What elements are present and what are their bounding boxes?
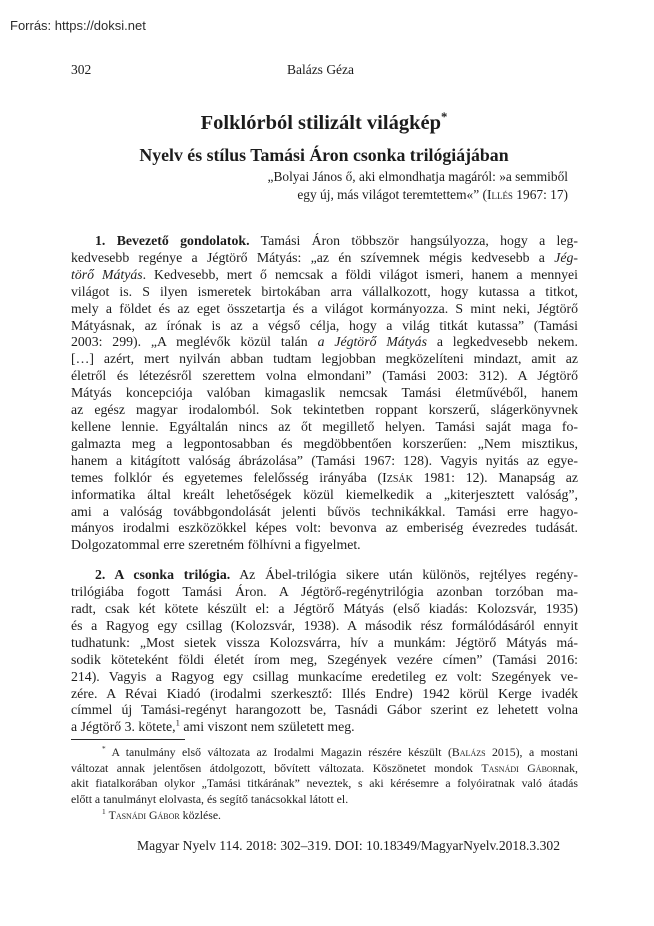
body-line: […] azért, mert nyilván abban tudtam legjobban megközelíteni mindazt, amit az (71, 351, 578, 367)
body-line: a Jégtörő 3. kötete,$^1$ ami viszont nem született meg. (71, 717, 355, 735)
body-line: radt, csak két kötete készült el: a Jégtörő Mátyás (első kiadás: Kolozsvár, 1935) (71, 601, 578, 617)
title-footnote-marker: * (440, 110, 448, 125)
footnote-line: előtt a tanulmányt elolvasta, és segítő tanácsokkal látott el. (71, 792, 349, 807)
body-line: 2. A csonka trilógia. Az Ábel-trilógia sikere után különös, rejtélyes regény- (95, 567, 579, 583)
body-line: mely a földet és az eget összetartja és a világot kormányozza. S mint neki, Jégtörő (71, 300, 578, 316)
article-subtitle: Nyelv és stílus Tamási Áron csonka trilógiájában (139, 145, 509, 165)
body-line: mányos irodalmi eszközökkel képes volt: bevonva az emberiség évezredes tudását. (71, 520, 578, 536)
running-title: Balázs Géza (286, 62, 355, 77)
body-line: Mátyásnak, az írónak is az a végső célja, hogy a világ titkát kutassa” (Tamási (71, 317, 578, 333)
body-line: galmazta meg a legpontosabban és megdöbbentően korszerűen: „Nem misztikus, (71, 435, 578, 451)
article-title-text: Folklórból stilizált világkép (200, 112, 441, 134)
body-line: tudhatunk: „Most sietek vissza Kolozsvárra, hív a munkám: Jégtörő Mátyás má- (71, 634, 578, 650)
body-paragraphs (71, 233, 578, 736)
body-line: életről és létezésről szerettem volna elmondani” (Tamási 2003: 312). A Jégtörő (71, 368, 578, 384)
body-line: és a Ragyog egy csillag (Kolozsvár, 1938). A második rész formálódásáról ennyit (71, 617, 578, 633)
epigraph-line: egy új, más világot teremtettem«” (Illés 1967: 17) (297, 186, 568, 202)
footnote-line: * A tanulmány első változata az Irodalmi Magazin részére készült (Balázs 2015), a mostani (102, 744, 578, 759)
footnotes (71, 745, 578, 824)
paragraph (71, 567, 578, 736)
footnote-line: $^1$ Tasnádi Gábor közlése. (102, 806, 222, 822)
body-line: világot is. S ilyen ismeretek birtokában arra vállalkozott, hogy kutassa a titkot, (71, 283, 578, 299)
paragraph (71, 233, 578, 554)
journal-footer: Magyar Nyelv 114. 2018: 302–319. DOI: 10.18349/MagyarNyelv.2018.3.302 (137, 838, 560, 853)
footnote-divider (71, 739, 185, 740)
body-line: hanem a kitágított valóság ábrázolása” (Tamási 1967: 128). Vagyis nyitás az egye- (71, 452, 578, 468)
body-line: 214). Vagyis a Ragyog egy csillag munkacíme eredetileg ez volt: Szegények ve- (71, 668, 578, 684)
footnote (71, 745, 578, 808)
body-line: temes folklór és egyetemes felelősség irányába (Izsák 1981: 12). Manapság az (71, 469, 579, 485)
body-line: trilógiába fogott Tamási Áron. A Jégtörő-regénytrilógia azonban torzóban ma- (71, 584, 578, 600)
epigraph-line: „Bolyai János ő, aki elmondhatja magáról: »a semmiből (267, 169, 568, 184)
body-line: informatika által kreált lehetőségek közül kiemelkedik a „kiterjesztett valóság”, (71, 486, 578, 502)
body-line: kellene lennie. Egyáltalán nincs az őt megillető helyen. Tamási saját maga fo- (71, 418, 578, 434)
footnote-line: változat annak jelentősen átdolgozott, bővített változata. Köszönetet mondok Tasnádi Gábornak, (71, 760, 578, 775)
page-number: 302 (71, 62, 92, 77)
body-line: az egész magyar irodalomból. Sok tekintetben roppant korszerű, slágerkönyvnek (71, 402, 578, 418)
body-line: kedvesebb regénye a Jégtörő Mátyás: „az én szívemnek mégis kedvesebb a Jég- (71, 249, 578, 265)
body-line: törő Mátyás. Kedvesebb, mert ő nemcsak a földi világot ismeri, hanem a mennyei (71, 266, 578, 282)
article-title (40, 111, 608, 135)
body-line: zére. A Révai Kiadó (irodalmi szerkesztő: Illés Endre) 1942 körül Kerge ivadék (71, 685, 578, 701)
body-line: Dolgozatommal erre szeretném fölhívni a figyelmet. (71, 537, 361, 553)
body-line: Mátyás koncepciója valóban kimagaslik nemcsak Tamási életművéből, hanem (71, 385, 578, 401)
body-line: 1. Bevezető gondolatok. Tamási Áron többször hangsúlyozza, hogy a leg- (95, 233, 578, 248)
footnote (71, 808, 578, 824)
body-line: sodik köteteként földi életét írom meg, Szegények vezére címen” (Tamási 2016: (71, 651, 578, 667)
footnote-line: akit fiatalkorában olykor „Tamási titkárának” neveztek, s aki kérésemre a folyóiratnak való átadás (71, 776, 578, 791)
body-line: 2003: 299). „A meglévők közül talán a Jégtörő Mátyás a legkedvesebb nekem. (71, 334, 578, 350)
body-line: címmel új Tamási-regényt harangozott be, Tasnádi Gábor szerint ez lehetett volna (71, 702, 578, 718)
body-line: ami a valóság továbbgondolását jelenti bűvös technikákkal. Tamási erre hagyo- (71, 503, 578, 519)
epigraph (180, 168, 568, 204)
source-watermark: Forrás: https://doksi.net (10, 18, 146, 33)
